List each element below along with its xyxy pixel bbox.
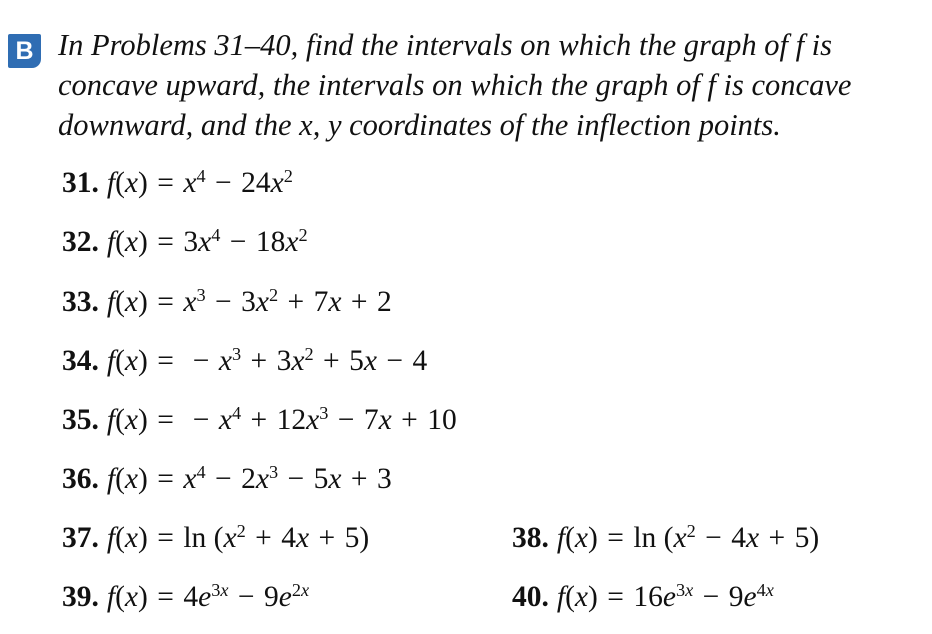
problem-expression: $f(x) = x^4 - 2x^3 - 5x + 3$ <box>106 461 392 495</box>
instruction-line-1: In Problems 31–40, find the intervals on which the graph of f is <box>58 28 833 62</box>
problem-36 <box>62 459 392 502</box>
problem-35 <box>62 400 457 443</box>
problem-31 <box>62 163 293 206</box>
instruction-line-3: downward, and the x, y coordinates of the inflection points. <box>58 108 781 142</box>
problem-number: 35. <box>62 404 99 436</box>
problem-39 <box>62 577 309 620</box>
problem-expression: f(x) = − $x^3 + 3x^2 + 5x - 4$ <box>106 343 428 377</box>
problem-number: 37. <box>62 522 99 554</box>
problem-instructions <box>58 25 928 145</box>
problem-number: 40. <box>512 581 549 613</box>
problem-number: 33. <box>62 286 99 318</box>
problem-expression: f(x) = − $x^4 + 12x^3 - 7x + 10$ <box>106 402 457 436</box>
problem-number: 31. <box>62 167 99 199</box>
problem-33 <box>62 282 392 325</box>
problem-37 <box>62 518 369 561</box>
problem-number: 34. <box>62 345 99 377</box>
problem-expression: $f(x) = x^3 - 3x^2 + 7x + 2$ <box>106 284 392 318</box>
problem-number: 38. <box>512 522 549 554</box>
problem-expression: $f(x) = 3x^4 - 18x^2$ <box>106 224 308 258</box>
problem-expression: $f(x) = 16e^{3x} - 9e^{4x}$ <box>556 579 774 613</box>
problem-number: 32. <box>62 226 99 258</box>
problem-number: 36. <box>62 463 99 495</box>
problem-expression: $f(x) = \ln (x^2 + 4x + 5)$ <box>106 520 370 554</box>
problem-32 <box>62 222 308 265</box>
section-badge: B <box>8 34 41 68</box>
problem-34 <box>62 341 427 384</box>
problem-number: 39. <box>62 581 99 613</box>
problem-expression: $f(x) = 4e^{3x} - 9e^{2x}$ <box>106 579 310 613</box>
instruction-line-2: concave upward, the intervals on which the graph of f is concave <box>58 68 852 102</box>
problem-40 <box>512 577 774 620</box>
problem-expression: $f(x) = \ln (x^2 - 4x + 5)$ <box>556 520 820 554</box>
problem-38 <box>512 518 819 561</box>
problem-expression: $f(x) = x^4 - 24x^2$ <box>106 165 293 199</box>
